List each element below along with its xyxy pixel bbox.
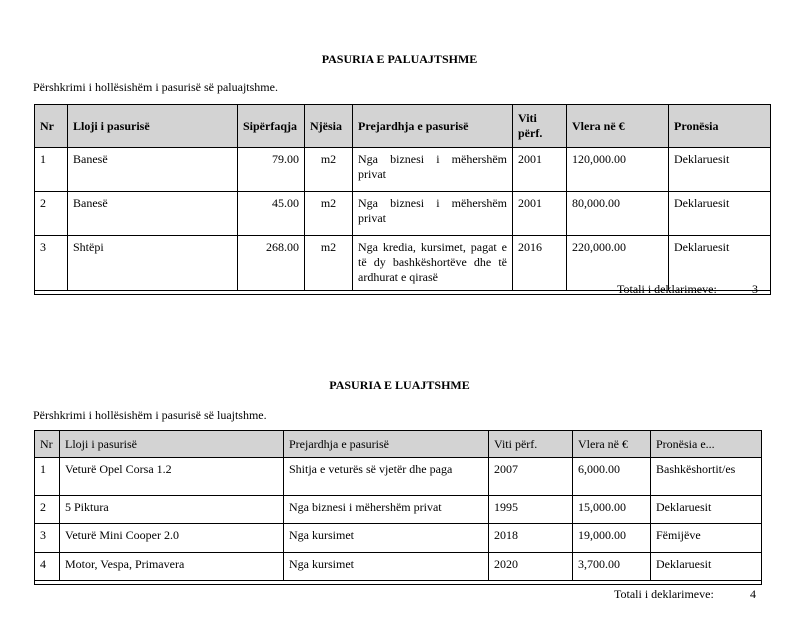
cell-origin: Nga biznesi i mëhershëm privat bbox=[353, 148, 513, 192]
immovable-total-value: 3 bbox=[752, 282, 758, 296]
cell-unit: m2 bbox=[305, 148, 353, 192]
cell-nr: 2 bbox=[35, 496, 60, 524]
cell-year: 2001 bbox=[513, 148, 567, 192]
cell-nr: 3 bbox=[35, 236, 68, 291]
cell-year: 2018 bbox=[489, 524, 573, 553]
cell-year: 2016 bbox=[513, 236, 567, 291]
cell-area: 268.00 bbox=[238, 236, 305, 291]
cell-nr: 1 bbox=[35, 458, 60, 496]
immovable-table bbox=[34, 104, 771, 295]
cell-owner: Deklaruesit bbox=[651, 553, 762, 581]
table-row bbox=[35, 458, 762, 496]
cell-value: 15,000.00 bbox=[573, 496, 651, 524]
cell-type: Banesë bbox=[68, 148, 238, 192]
cell-owner: Deklaruesit bbox=[669, 236, 771, 291]
cell-origin: Nga kredia, kursimet, pagat e të dy bashkëshortëve dhe të ardhurat e qirasë bbox=[353, 236, 513, 291]
immovable-description: Përshkrimi i hollësishëm i pasurisë së paluajtshme. bbox=[33, 80, 278, 94]
cell-value: 19,000.00 bbox=[573, 524, 651, 553]
cell-owner: Bashkëshortit/es bbox=[651, 458, 762, 496]
spacer-cell bbox=[35, 581, 762, 585]
table-row bbox=[35, 148, 771, 192]
movable-title: PASURIA E LUAJTSHME bbox=[329, 378, 470, 392]
cell-type: Veturë Opel Corsa 1.2 bbox=[60, 458, 284, 496]
cell-value: 120,000.00 bbox=[567, 148, 669, 192]
table-footer-spacer bbox=[35, 581, 762, 585]
cell-origin: Shitja e veturës së vjetër dhe paga bbox=[284, 458, 489, 496]
immovable-title: PASURIA E PALUAJTSHME bbox=[321, 52, 478, 66]
cell-owner: Fëmijëve bbox=[651, 524, 762, 553]
header-origin: Prejardhja e pasurisë bbox=[284, 431, 489, 458]
header-nr: Nr bbox=[35, 105, 68, 148]
cell-nr: 3 bbox=[35, 524, 60, 553]
cell-year: 2007 bbox=[489, 458, 573, 496]
cell-nr: 1 bbox=[35, 148, 68, 192]
movable-description: Përshkrimi i hollësishëm i pasurisë së luajtshme. bbox=[33, 408, 267, 422]
table-row bbox=[35, 524, 762, 553]
cell-type: Shtëpi bbox=[68, 236, 238, 291]
cell-nr: 2 bbox=[35, 192, 68, 236]
header-owner: Pronësia bbox=[669, 105, 771, 148]
cell-origin: Nga biznesi i mëhershëm privat bbox=[353, 192, 513, 236]
cell-origin: Nga kursimet bbox=[284, 524, 489, 553]
header-year: Viti përf. bbox=[513, 105, 567, 148]
header-owner: Pronësia e... bbox=[651, 431, 762, 458]
cell-unit: m2 bbox=[305, 236, 353, 291]
cell-nr: 4 bbox=[35, 553, 60, 581]
header-type: Lloji i pasurisë bbox=[68, 105, 238, 148]
header-origin: Prejardhja e pasurisë bbox=[353, 105, 513, 148]
movable-header-row bbox=[35, 431, 762, 458]
cell-value: 6,000.00 bbox=[573, 458, 651, 496]
cell-year: 1995 bbox=[489, 496, 573, 524]
movable-total-label: Totali i deklarimeve: bbox=[614, 587, 714, 601]
cell-owner: Deklaruesit bbox=[651, 496, 762, 524]
header-value: Vlera në € bbox=[567, 105, 669, 148]
cell-owner: Deklaruesit bbox=[669, 148, 771, 192]
cell-type: Banesë bbox=[68, 192, 238, 236]
header-unit: Njësia bbox=[305, 105, 353, 148]
table-row bbox=[35, 496, 762, 524]
cell-type: Motor, Vespa, Primavera bbox=[60, 553, 284, 581]
immovable-header-row bbox=[35, 105, 771, 148]
movable-table bbox=[34, 430, 762, 585]
cell-origin: Nga kursimet bbox=[284, 553, 489, 581]
cell-unit: m2 bbox=[305, 192, 353, 236]
table-row bbox=[35, 553, 762, 581]
cell-area: 45.00 bbox=[238, 192, 305, 236]
header-area: Sipërfaqja bbox=[238, 105, 305, 148]
cell-year: 2001 bbox=[513, 192, 567, 236]
movable-total-value: 4 bbox=[750, 587, 756, 601]
header-year: Viti përf. bbox=[489, 431, 573, 458]
cell-value: 80,000.00 bbox=[567, 192, 669, 236]
cell-type: Veturë Mini Cooper 2.0 bbox=[60, 524, 284, 553]
cell-origin: Nga biznesi i mëhershëm privat bbox=[284, 496, 489, 524]
cell-value: 220,000.00 bbox=[567, 236, 669, 291]
header-nr: Nr bbox=[35, 431, 60, 458]
header-type: Lloji i pasurisë bbox=[60, 431, 284, 458]
cell-value: 3,700.00 bbox=[573, 553, 651, 581]
table-row bbox=[35, 192, 771, 236]
cell-area: 79.00 bbox=[238, 148, 305, 192]
cell-year: 2020 bbox=[489, 553, 573, 581]
immovable-total-label: Totali i deklarimeve: bbox=[617, 282, 717, 296]
cell-type: 5 Piktura bbox=[60, 496, 284, 524]
cell-owner: Deklaruesit bbox=[669, 192, 771, 236]
header-value: Vlera në € bbox=[573, 431, 651, 458]
